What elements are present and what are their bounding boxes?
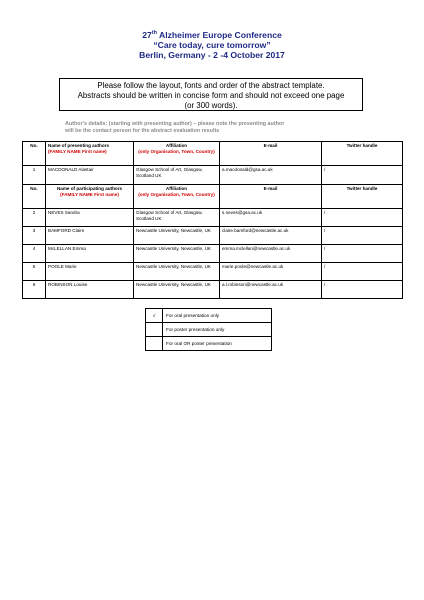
col-twitter-header: Twitter handle [322,185,403,209]
cell-email: a.l.robinson@newcastle.ac.uk [220,281,322,299]
table-row [23,263,403,281]
note-line: Author's details: (starting with presenting author) – please note the presenting author [65,121,285,127]
table-row [23,281,403,299]
table-row [23,166,403,185]
option-row-oral-or-poster [146,337,272,351]
conference-header [0,28,424,60]
presenting-authors-header-row [23,142,403,166]
cell-no: 5 [23,263,46,281]
cell-no: 4 [23,245,46,263]
table-row [23,245,403,263]
cell-email: claire.bamford@newcastle.ac.uk [220,227,322,245]
option-label: For poster presentation only [163,323,272,337]
col-affiliation-header: Affiliation (only Organisation, Town, Country) [134,185,220,209]
table-row [23,209,403,227]
cell-name: NEVES Sandra [46,209,134,227]
option-row-poster [146,323,272,337]
notice-line: (or 300 words). [184,101,238,110]
cell-name: BAMFORD Claire [46,227,134,245]
cell-email: marie.poole@newcastle.ac.uk [220,263,322,281]
notice-line: Abstracts should be written in concise form and should not exceed one page [77,91,345,100]
col-no-header: No. [23,185,46,209]
cell-no: 2 [23,209,46,227]
cell-no: 3 [23,227,46,245]
col-affiliation-header: Affiliation (only Organisation, Town, Country) [134,142,220,166]
authors-table [22,141,403,299]
col-email-header: E-mail [220,142,322,166]
cell-affiliation: Glasgow School of Art, Glasgow, Scotland UK [134,166,220,185]
poster-only-checkbox[interactable] [146,323,163,337]
conference-title: 27th Alzheimer Europe Conference [142,29,282,40]
authors-details-note [65,121,365,136]
cell-twitter: / [322,245,403,263]
notice-line: Please follow the layout, fonts and order of the abstract template. [97,81,325,90]
note-line: will be the contact person for the abstract evaluation results [65,128,220,135]
option-label: For oral OR poster presentation [163,337,272,351]
cell-email: s.neves@gsa.ac.uk [220,209,322,227]
template-notice-box [59,78,363,111]
cell-name: MACDONALD Alastair [46,166,134,185]
table-row [23,227,403,245]
col-no-header: No. [23,142,46,166]
participating-authors-header-row [23,185,403,209]
cell-twitter: / [322,209,403,227]
cell-twitter: / [322,263,403,281]
cell-affiliation: Newcastle University, Newcastle, UK [134,281,220,299]
cell-name: ROBINSON Louise [46,281,134,299]
col-name-header: Name of participating authors (FAMILY NAME First name) [46,185,134,209]
cell-email: a.macdonald@gsa.ac.uk [220,166,322,185]
cell-affiliation: Newcastle University, Newcastle, UK [134,263,220,281]
conference-tagline: “Care today, cure tomorrow” [153,39,271,50]
cell-affiliation: Newcastle University, Newcastle, UK [134,245,220,263]
cell-no: 6 [23,281,46,299]
cell-name: McLELLAN Emma [46,245,134,263]
oral-only-checkbox[interactable]: √ [146,309,163,323]
cell-twitter: / [322,166,403,185]
oral-or-poster-checkbox[interactable] [146,337,163,351]
option-label: For oral presentation only [163,309,272,323]
conference-location-date: Berlin, Germany - 2 -4 October 2017 [139,49,285,60]
cell-twitter: / [322,281,403,299]
presentation-options-table [145,308,272,351]
cell-twitter: / [322,227,403,245]
col-name-header: Name of presenting authors (FAMILY NAME First name) [46,142,134,166]
col-email-header: E-mail [220,185,322,209]
option-row-oral [146,309,272,323]
cell-email: emma.mclellan@newcastle.ac.uk [220,245,322,263]
cell-name: POOLE Marie [46,263,134,281]
cell-no: 1 [23,166,46,185]
col-twitter-header: Twitter handle [322,142,403,166]
cell-affiliation: Glasgow School of Art, Glasgow, Scotland UK [134,209,220,227]
cell-affiliation: Newcastle University, Newcastle, UK [134,227,220,245]
